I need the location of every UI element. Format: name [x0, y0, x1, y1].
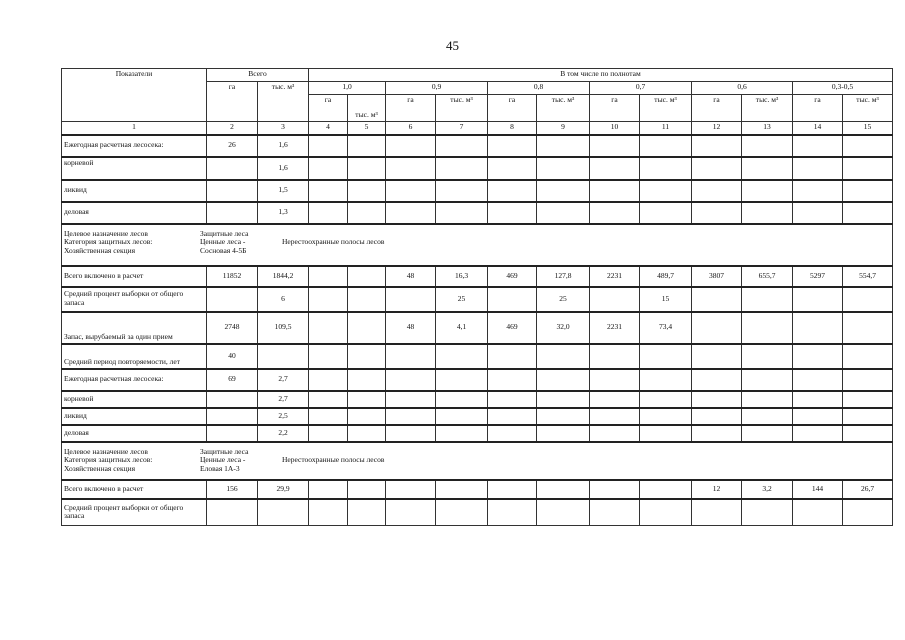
empty-cell: [386, 157, 436, 180]
value-cell: 25: [537, 287, 590, 312]
empty-cell: [348, 135, 386, 157]
value-cell: 11852: [207, 266, 258, 287]
value-cell: [793, 499, 843, 526]
empty-cell: [348, 408, 386, 425]
purpose-label: Целевое назначение лесов: [64, 228, 148, 238]
empty-cell: [309, 425, 348, 442]
value-cell: [436, 480, 488, 499]
empty-cell: [207, 391, 258, 408]
empty-cell: [692, 344, 742, 369]
empty-cell: [348, 157, 386, 180]
empty-cell: [309, 135, 348, 157]
column-number: 3: [258, 122, 309, 135]
empty-cell: [436, 408, 488, 425]
category-label: Категория защитных лесов:: [64, 237, 153, 247]
value-cell: [692, 499, 742, 526]
included-row: [62, 266, 893, 287]
empty-cell: [692, 391, 742, 408]
value-cell: 40: [207, 344, 258, 369]
value-cell: 1,6: [258, 157, 309, 180]
value-cell: 16,3: [436, 266, 488, 287]
value-cell: 2231: [590, 266, 640, 287]
empty-cell: [843, 344, 893, 369]
value-cell: [692, 287, 742, 312]
category-detail: Нерестоохранные полосы лесов: [282, 455, 385, 465]
empty-cell: [793, 369, 843, 391]
empty-cell: [843, 202, 893, 224]
spacer: [282, 247, 890, 256]
empty-cell: [386, 425, 436, 442]
value-cell: 48: [386, 266, 436, 287]
total-ha-header: га: [207, 82, 258, 122]
empty-cell: [436, 157, 488, 180]
value-cell: [348, 312, 386, 344]
column-number: 10: [590, 122, 640, 135]
column-number: 4: [309, 122, 348, 135]
empty-cell: [488, 369, 537, 391]
empty-cell: [742, 202, 793, 224]
empty-cell: [537, 391, 590, 408]
empty-cell: [436, 202, 488, 224]
empty-cell: [742, 344, 793, 369]
value-cell: [348, 287, 386, 312]
value-cell: [207, 499, 258, 526]
empty-cell: [207, 202, 258, 224]
empty-cell: [640, 408, 692, 425]
purpose-value: Защитные леса: [200, 446, 249, 456]
empty-cell: [537, 135, 590, 157]
section-info-grid: [64, 448, 890, 474]
empty-cell: [436, 135, 488, 157]
column-number: 9: [537, 122, 590, 135]
empty-cell: [793, 391, 843, 408]
empty-cell: [207, 180, 258, 202]
empty-cell: [793, 408, 843, 425]
value-cell: 12: [692, 480, 742, 499]
value-cell: 554,7: [843, 266, 893, 287]
empty-cell: [793, 202, 843, 224]
row-label: Ежегодная расчетная лесосека:: [62, 135, 207, 157]
purpose-value: Защитные леса: [200, 228, 249, 238]
value-cell: 25: [436, 287, 488, 312]
column-number: 11: [640, 122, 692, 135]
unit-ha: га: [488, 95, 537, 122]
empty-cell: [258, 344, 309, 369]
empty-cell: [309, 157, 348, 180]
value-cell: 48: [386, 312, 436, 344]
cutting-area-table: [61, 68, 893, 526]
economic-section-label: Хозяйственная секция: [64, 245, 136, 255]
row-label: Ежегодная расчетная лесосека:: [62, 369, 207, 391]
empty-cell: [793, 135, 843, 157]
value-cell: [793, 287, 843, 312]
annual-cut-row: [62, 135, 893, 157]
category-value: Ценные леса -: [200, 455, 246, 465]
section-info: [62, 442, 893, 480]
value-cell: [537, 480, 590, 499]
unit-ha: га: [309, 95, 348, 122]
empty-cell: [843, 157, 893, 180]
empty-cell: [590, 425, 640, 442]
empty-cell: [692, 180, 742, 202]
value-cell: [309, 266, 348, 287]
column-number: 12: [692, 122, 742, 135]
value-cell: 144: [793, 480, 843, 499]
empty-cell: [640, 180, 692, 202]
value-cell: 2,2: [258, 425, 309, 442]
column-number: 15: [843, 122, 893, 135]
value-cell: [386, 480, 436, 499]
value-cell: [309, 312, 348, 344]
value-cell: 69: [207, 369, 258, 391]
empty-cell: [692, 157, 742, 180]
empty-cell: [843, 425, 893, 442]
empty-cell: [793, 180, 843, 202]
empty-cell: [793, 425, 843, 442]
value-cell: 127,8: [537, 266, 590, 287]
unit-volume: тыс. м³: [436, 95, 488, 122]
empty-cell: [207, 408, 258, 425]
value-cell: 2748: [207, 312, 258, 344]
value-cell: [793, 312, 843, 344]
empty-cell: [843, 369, 893, 391]
row-label: Средний процент выборки от общего запаса: [62, 499, 207, 526]
empty-cell: [386, 180, 436, 202]
value-cell: 3807: [692, 266, 742, 287]
value-cell: 32,0: [537, 312, 590, 344]
value-cell: [742, 499, 793, 526]
column-number: 1: [62, 122, 207, 135]
section-info-row: [62, 442, 893, 480]
empty-cell: [793, 157, 843, 180]
value-cell: 2,7: [258, 391, 309, 408]
value-cell: 26,7: [843, 480, 893, 499]
empty-cell: [640, 157, 692, 180]
row-label: деловая: [62, 425, 207, 442]
unit-ha: га: [386, 95, 436, 122]
empty-cell: [488, 425, 537, 442]
breakdown-row: [62, 408, 893, 425]
empty-cell: [742, 408, 793, 425]
empty-cell: [309, 408, 348, 425]
breakdown-row: [62, 180, 893, 202]
density-header: В том числе по полнотам: [309, 69, 893, 82]
empty-cell: [309, 202, 348, 224]
column-number: 8: [488, 122, 537, 135]
column-number-row: [62, 122, 893, 135]
empty-cell: [348, 425, 386, 442]
category-detail: Нерестоохранные полосы лесов: [282, 237, 385, 247]
empty-cell: [742, 425, 793, 442]
row-label: ликвид: [62, 180, 207, 202]
empty-cell: [590, 157, 640, 180]
unit-volume: тыс. м³: [742, 95, 793, 122]
empty-cell: [590, 369, 640, 391]
empty-cell: [488, 344, 537, 369]
breakdown-row: [62, 157, 893, 180]
empty-cell: [348, 180, 386, 202]
row-label: ликвид: [62, 408, 207, 425]
value-cell: 4,1: [436, 312, 488, 344]
value-cell: [742, 312, 793, 344]
column-number: 14: [793, 122, 843, 135]
value-cell: [488, 480, 537, 499]
value-cell: [207, 287, 258, 312]
value-cell: [843, 312, 893, 344]
total-header: Всего: [207, 69, 309, 82]
empty-cell: [436, 391, 488, 408]
empty-cell: [386, 369, 436, 391]
column-number: 5: [348, 122, 386, 135]
row-label: Всего включено в расчет: [62, 480, 207, 499]
empty-cell: [436, 425, 488, 442]
value-cell: 1844,2: [258, 266, 309, 287]
empty-cell: [488, 180, 537, 202]
empty-cell: [348, 369, 386, 391]
unit-volume: тыс. м³: [843, 95, 893, 122]
value-cell: [640, 499, 692, 526]
value-cell: 6: [258, 287, 309, 312]
empty-cell: [348, 202, 386, 224]
value-cell: [640, 480, 692, 499]
breakdown-row: [62, 202, 893, 224]
value-cell: 156: [207, 480, 258, 499]
density-0-3-0-5-header: 0,3-0,5: [793, 82, 893, 95]
empty-cell: [436, 344, 488, 369]
row-label: Всего включено в расчет: [62, 266, 207, 287]
empty-cell: [692, 425, 742, 442]
value-cell: [590, 480, 640, 499]
empty-cell: [742, 157, 793, 180]
empty-cell: [640, 202, 692, 224]
value-cell: [348, 266, 386, 287]
value-cell: 29,9: [258, 480, 309, 499]
value-cell: 469: [488, 312, 537, 344]
empty-cell: [488, 157, 537, 180]
empty-cell: [590, 135, 640, 157]
unit-volume: тыс. м³: [348, 95, 386, 122]
density-1-0-header: 1,0: [309, 82, 386, 95]
value-cell: 1,5: [258, 180, 309, 202]
empty-cell: [843, 391, 893, 408]
density-0-9-header: 0,9: [386, 82, 488, 95]
page-number: 45: [446, 38, 459, 53]
included-row: [62, 480, 893, 499]
empty-cell: [488, 135, 537, 157]
table-body: [62, 135, 893, 526]
empty-cell: [590, 391, 640, 408]
section-info: [62, 224, 893, 266]
density-0-6-header: 0,6: [692, 82, 793, 95]
value-cell: [436, 499, 488, 526]
category-label: Категория защитных лесов:: [64, 455, 153, 465]
row-label: Средний период повторяемости, лет: [62, 344, 207, 369]
density-0-7-header: 0,7: [590, 82, 692, 95]
density-0-8-header: 0,8: [488, 82, 590, 95]
value-cell: [843, 287, 893, 312]
value-cell: [742, 287, 793, 312]
empty-cell: [692, 369, 742, 391]
row-label: Запас, вырубаемый за один прием: [62, 312, 207, 344]
empty-cell: [640, 425, 692, 442]
empty-cell: [436, 369, 488, 391]
breakdown-row: [62, 425, 893, 442]
empty-cell: [843, 135, 893, 157]
economic-section-label: Хозяйственная секция: [64, 463, 136, 473]
value-cell: 3,2: [742, 480, 793, 499]
value-cell: [692, 312, 742, 344]
row-label: корневой: [62, 157, 207, 180]
empty-cell: [207, 425, 258, 442]
economic-section-value: Сосновая 4-5Б: [200, 245, 247, 255]
avg-percent-row: [62, 287, 893, 312]
column-number: 13: [742, 122, 793, 135]
section-info-row: [62, 224, 893, 266]
empty-cell: [640, 135, 692, 157]
value-cell: [590, 287, 640, 312]
value-cell: [488, 287, 537, 312]
empty-cell: [537, 202, 590, 224]
value-cell: [537, 499, 590, 526]
unit-ha: га: [590, 95, 640, 122]
empty-cell: [843, 180, 893, 202]
row-label: корневой: [62, 391, 207, 408]
empty-cell: [742, 180, 793, 202]
stock-per-pass-row: [62, 312, 893, 344]
empty-cell: [537, 180, 590, 202]
value-cell: 469: [488, 266, 537, 287]
value-cell: [488, 499, 537, 526]
empty-cell: [348, 344, 386, 369]
empty-cell: [640, 391, 692, 408]
value-cell: [258, 499, 309, 526]
empty-cell: [386, 202, 436, 224]
empty-cell: [843, 408, 893, 425]
empty-cell: [386, 135, 436, 157]
column-number: 7: [436, 122, 488, 135]
empty-cell: [590, 180, 640, 202]
empty-cell: [386, 408, 436, 425]
empty-cell: [742, 369, 793, 391]
value-cell: 2231: [590, 312, 640, 344]
empty-cell: [742, 391, 793, 408]
empty-cell: [692, 202, 742, 224]
empty-cell: [348, 391, 386, 408]
spacer: [282, 465, 890, 474]
total-volume-header: тыс. м³: [258, 82, 309, 122]
column-number: 6: [386, 122, 436, 135]
unit-ha: га: [793, 95, 843, 122]
value-cell: 1,6: [258, 135, 309, 157]
value-cell: [386, 287, 436, 312]
empty-cell: [590, 202, 640, 224]
empty-cell: [640, 369, 692, 391]
empty-cell: [537, 408, 590, 425]
empty-cell: [488, 391, 537, 408]
column-number: 2: [207, 122, 258, 135]
empty-cell: [590, 344, 640, 369]
value-cell: [309, 499, 348, 526]
value-cell: [309, 480, 348, 499]
category-value: Ценные леса -: [200, 237, 246, 247]
empty-cell: [537, 369, 590, 391]
value-cell: [590, 499, 640, 526]
value-cell: 109,5: [258, 312, 309, 344]
unit-ha: га: [692, 95, 742, 122]
unit-volume: тыс. м³: [537, 95, 590, 122]
value-cell: 489,7: [640, 266, 692, 287]
empty-cell: [793, 344, 843, 369]
empty-cell: [386, 344, 436, 369]
empty-cell: [436, 180, 488, 202]
value-cell: 655,7: [742, 266, 793, 287]
empty-cell: [692, 408, 742, 425]
empty-cell: [309, 369, 348, 391]
economic-section-value: Еловая 1А-3: [200, 463, 240, 473]
purpose-label: Целевое назначение лесов: [64, 446, 148, 456]
empty-cell: [742, 135, 793, 157]
value-cell: 2,7: [258, 369, 309, 391]
value-cell: 26: [207, 135, 258, 157]
annual-cut-row: [62, 369, 893, 391]
value-cell: 73,4: [640, 312, 692, 344]
empty-cell: [309, 344, 348, 369]
row-label: деловая: [62, 202, 207, 224]
repeat-period-row: [62, 344, 893, 369]
empty-cell: [537, 157, 590, 180]
value-cell: [843, 499, 893, 526]
empty-cell: [537, 425, 590, 442]
empty-cell: [640, 344, 692, 369]
value-cell: [386, 499, 436, 526]
value-cell: 5297: [793, 266, 843, 287]
empty-cell: [207, 157, 258, 180]
value-cell: [309, 287, 348, 312]
empty-cell: [692, 135, 742, 157]
value-cell: 2,5: [258, 408, 309, 425]
section-info-grid: [64, 230, 890, 256]
indicators-header: Показатели: [62, 69, 207, 122]
empty-cell: [386, 391, 436, 408]
empty-cell: [537, 344, 590, 369]
value-cell: [348, 480, 386, 499]
empty-cell: [488, 202, 537, 224]
empty-cell: [590, 408, 640, 425]
avg-percent-row: [62, 499, 893, 526]
unit-volume: тыс. м³: [640, 95, 692, 122]
empty-cell: [488, 408, 537, 425]
empty-cell: [309, 180, 348, 202]
row-label: Средний процент выборки от общего запаса: [62, 287, 207, 312]
value-cell: 1,3: [258, 202, 309, 224]
empty-cell: [309, 391, 348, 408]
value-cell: [348, 499, 386, 526]
value-cell: 15: [640, 287, 692, 312]
breakdown-row: [62, 391, 893, 408]
